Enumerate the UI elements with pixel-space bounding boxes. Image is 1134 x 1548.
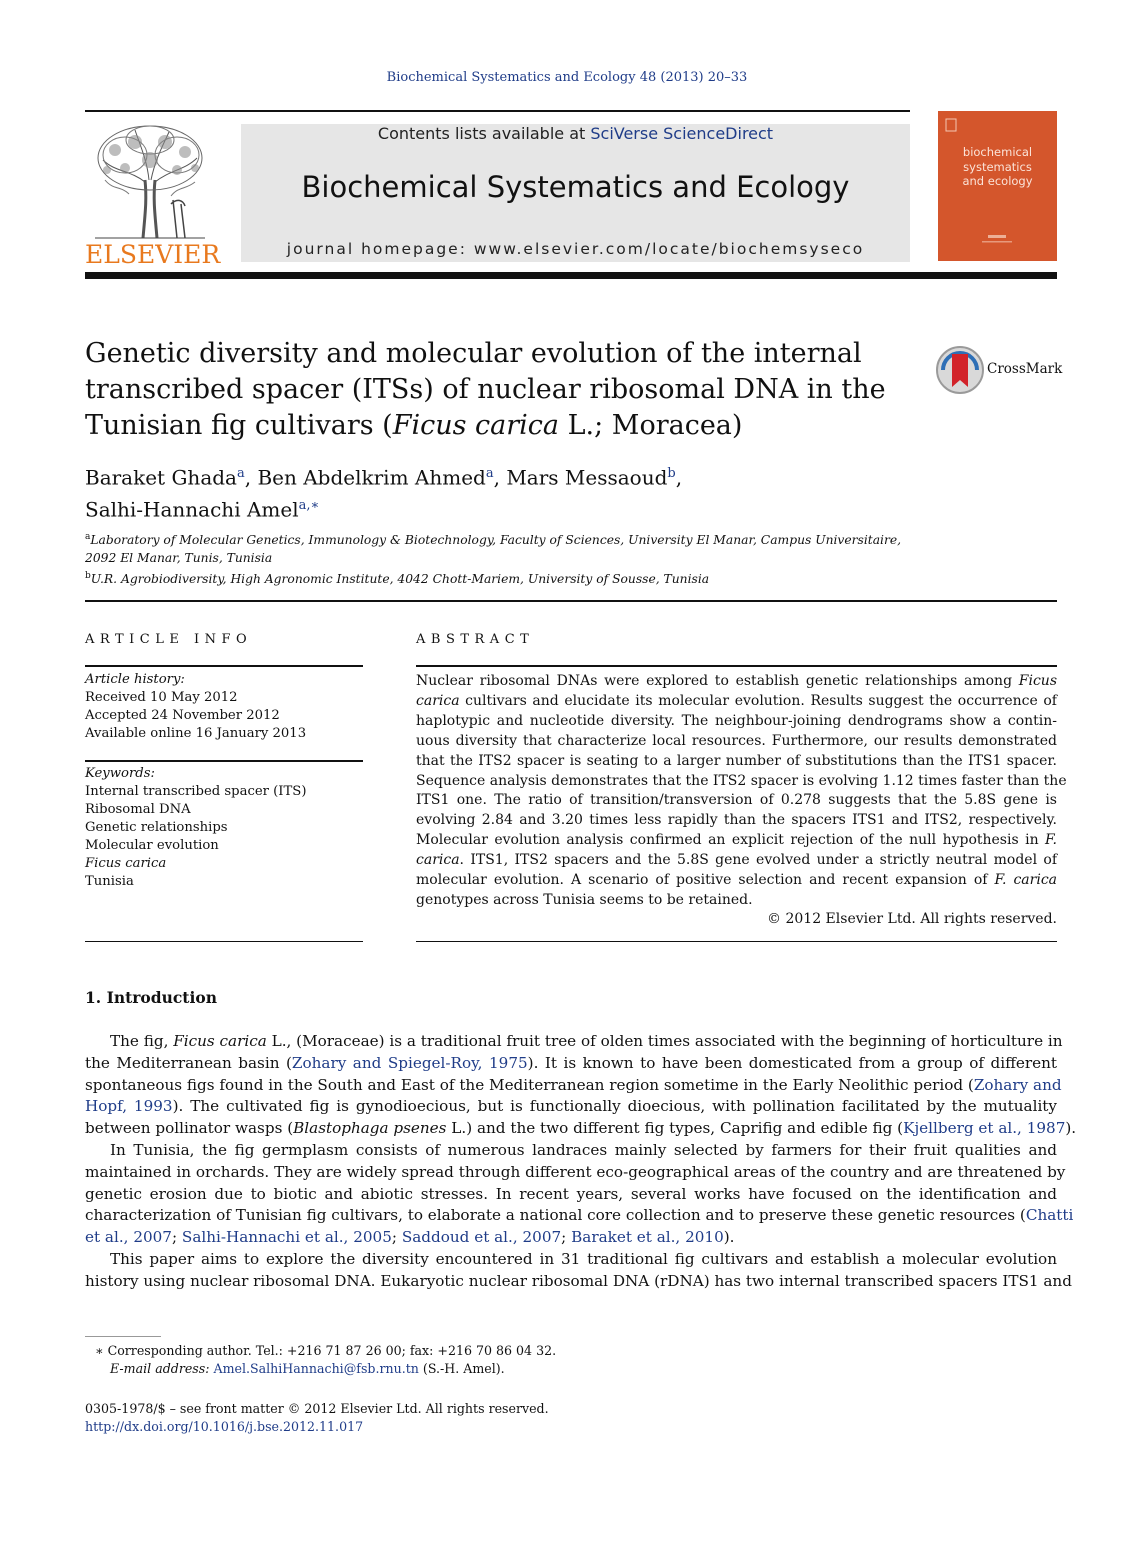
title-text: L.; Moracea) [559, 410, 743, 441]
keywords-label: Keywords: [85, 766, 155, 781]
title-species: Ficus carica [392, 410, 560, 441]
abstract-text: cultivars and elucidate its molecular evolution. Results suggest the occurrence of [459, 692, 1057, 709]
online-date: Available online 16 January 2013 [85, 726, 307, 741]
author[interactable]: Baraket Ghada [85, 465, 237, 490]
abstract-species: carica [416, 852, 460, 869]
author[interactable]: Salhi-Hannachi Amel [85, 497, 299, 522]
intro-species: Ficus carica [173, 1032, 267, 1050]
abstract-line: haplotypic and nucleotide diversity. The neighbour-joining dendrograms show a contin- [416, 712, 1057, 729]
intro-line: maintained in orchards. They are widely spread through different eco-geographical areas of the country and are threatened by [85, 1162, 1066, 1181]
sciencedirect-link[interactable]: SciVerse ScienceDirect [590, 124, 774, 143]
author-affil-sup[interactable]: a [236, 466, 245, 481]
abstract-line [416, 871, 1057, 891]
journal-cover[interactable] [938, 111, 1057, 261]
article-history [85, 671, 363, 743]
intro-line: In Tunisia, the fig germplasm consists of numerous landraces mainly selected by farmers for their fruit qualities and [110, 1140, 1057, 1159]
cover-title-line: systematics [963, 159, 1032, 174]
citation-link[interactable]: Saddoud et al., 2007 [401, 1228, 562, 1247]
affiliation-b [85, 567, 985, 588]
abstract-copyright: © 2012 Elsevier Ltd. All rights reserved. [767, 911, 1057, 927]
affiliations [85, 528, 985, 588]
citation-link[interactable]: Baraket et al., 2010 [571, 1228, 724, 1247]
keyword: Tunisia [85, 874, 134, 889]
intro-line [85, 1053, 1057, 1075]
affil-text: Laboratory of Molecular Genetics, Immunology & Biotechnology, Faculty of Sciences, University El Manar, Campus Universitaire, [90, 533, 902, 548]
citation-link[interactable]: Chatti [1025, 1206, 1074, 1225]
journal-reference-link[interactable]: Biochemical Systematics and Ecology 48 (2013) 20–33 [386, 70, 748, 85]
abstract-text: . ITS1, ITS2 spacers and the 5.8S gene evolved under a strictly neutral model of [459, 852, 1057, 869]
citation-link[interactable]: Salhi-Hannachi et al., 2005 [181, 1228, 392, 1247]
info-rule [85, 760, 363, 762]
abstract-line: Sequence analysis demonstrates that the ITS2 spacer is evolving 1.12 times faster than the [416, 772, 1067, 789]
corresponding-star[interactable]: ∗ [310, 497, 320, 513]
abstract-text: Nuclear ribosomal DNAs were explored to establish genetic relationships among [416, 673, 1019, 689]
abstract-species: F. [1045, 832, 1057, 849]
citation-link[interactable]: Zohary and Spiegel-Roy, 1975 [291, 1053, 528, 1072]
abstract-rule [416, 941, 1057, 942]
citation-link[interactable]: Kjellberg et al., 1987 [903, 1119, 1066, 1138]
author-sep: , [493, 465, 507, 490]
journal-homepage[interactable]: journal homepage: www.elsevier.com/locate/biochemsyseco [286, 240, 865, 258]
citation-link[interactable]: Zohary and [973, 1075, 1062, 1094]
footnote-text: (S.-H. Amel). [418, 1361, 505, 1376]
footnote-text: Corresponding author. Tel.: +216 71 87 26 00; fax: +216 70 86 04 32. [103, 1343, 557, 1358]
author-affil-sup[interactable]: a [485, 466, 494, 481]
intro-text: spontaneous figs found in the South and East of the Mediterranean region sometime in the Early Neolithic period ( [85, 1075, 974, 1094]
abstract-line: ITS1 one. The ratio of transition/transversion of 0.278 suggests that the 5.8S gene is [416, 792, 1057, 809]
affiliation-a [85, 528, 985, 549]
abstract-body [416, 672, 1067, 911]
accepted-date: Accepted 24 November 2012 [85, 708, 280, 723]
title-line [85, 408, 905, 444]
abstract-heading: ABSTRACT [416, 632, 535, 647]
article-title [85, 336, 905, 444]
author[interactable]: Mars Messaoud [506, 465, 668, 490]
header-thick-rule [85, 272, 1057, 279]
intro-line [85, 1075, 1062, 1097]
affil-text: 2092 El Manar, Tunis, Tunisia [85, 551, 273, 566]
journal-banner [241, 124, 910, 262]
cover-title-line: and ecology [962, 174, 1033, 188]
abstract-text: molecular evolution. A scenario of positive selection and recent expansion of [416, 872, 995, 889]
info-rule [85, 665, 363, 667]
abstract-line: genotypes across Tunisia seems to be retained. [416, 891, 753, 908]
section-rule [85, 600, 1057, 602]
author-affil-letter: a, [298, 497, 311, 513]
contents-line [241, 124, 910, 143]
contents-prefix: Contents lists available at [377, 124, 591, 143]
intro-line: et al., 2007; Salhi-Hannachi et al., 2005; Saddoud et al., 2007; Baraket et al., 2010). [85, 1228, 735, 1247]
intro-text: ). [1065, 1119, 1077, 1138]
intro-text: ). The cultivated fig is gynodioecious, but is functionally dioecious, with pollination facilitated by the mutuality [172, 1097, 1057, 1116]
introduction-heading: 1. Introduction [85, 988, 217, 1007]
abstract-line: that the ITS2 spacer is seating to a larger number of substitutions than the ITS1 spacer. [416, 752, 1057, 769]
cover-title [938, 145, 1057, 189]
author[interactable]: Ben Abdelkrim Ahmed [257, 465, 486, 490]
intro-species: Blastophaga psenes [293, 1119, 447, 1138]
crossmark-badge[interactable] [935, 345, 1063, 397]
journal-title: Biochemical Systematics and Ecology [301, 170, 850, 204]
abstract-text: Molecular evolution analysis confirmed an explicit rejection of the null hypothesis in [416, 832, 1046, 849]
intro-text: The fig, [110, 1032, 174, 1050]
issn-block [85, 1400, 985, 1436]
footnote-line [95, 1360, 995, 1378]
title-text: Tunisian fig cultivars ( [85, 410, 393, 441]
author-affil-sup[interactable]: b [667, 466, 676, 481]
footnote-line [95, 1342, 995, 1360]
intro-line: genetic erosion due to biotic and abiotic stresses. In recent years, several works have focused on the identification and [85, 1184, 1057, 1203]
intro-text: ). [723, 1228, 735, 1247]
intro-text: the Mediterranean basin ( [85, 1053, 292, 1072]
affil-text: U.R. Agrobiodiversity, High Agronomic Institute, 4042 Chott-Mariem, University of Sousse, Tunisia [90, 572, 710, 587]
intro-line: This paper aims to explore the diversity encountered in 31 traditional fig cultivars and establish a molecular evolution [110, 1249, 1057, 1268]
introduction-body [85, 1031, 1077, 1293]
citation-link[interactable]: et al., 2007 [85, 1228, 172, 1247]
header-rule [85, 110, 910, 112]
intro-line [85, 1205, 1074, 1227]
history-label: Article history: [85, 672, 185, 687]
issn-line: 0305-1978/$ – see front matter © 2012 Elsevier Ltd. All rights reserved. [85, 1401, 549, 1416]
citation-link[interactable]: Hopf, 1993 [85, 1097, 173, 1116]
keyword: Ribosomal DNA [85, 802, 191, 817]
keyword: Molecular evolution [85, 838, 219, 853]
keyword: Ficus carica [85, 856, 167, 871]
intro-text: L.) and the two different fig types, Caprifig and edible fig ( [446, 1119, 904, 1138]
info-rule [85, 941, 363, 942]
abstract-line [416, 831, 1057, 851]
abstract-line [416, 692, 1057, 712]
elsevier-logo[interactable] [85, 120, 221, 269]
title-line: transcribed spacer (ITSs) of nuclear ribosomal DNA in the [85, 374, 886, 405]
intro-text: L., (Moraceae) is a traditional fruit tree of olden times associated with the beginning of horticulture in [266, 1032, 1063, 1050]
authors [85, 460, 945, 523]
keywords [85, 765, 363, 891]
intro-line: history using nuclear ribosomal DNA. Eukaryotic nuclear ribosomal DNA (rDNA) has two internal transcribed spacers ITS1 and [85, 1271, 1072, 1290]
abstract-line [416, 851, 1057, 871]
abstract-line: evolving 2.84 and 3.20 times less rapidly than the spacers ITS1 and ITS2, respectively. [416, 812, 1057, 829]
elsevier-wordmark: ELSEVIER [85, 240, 221, 269]
cover-footer-icon [938, 229, 1057, 249]
doi-link[interactable]: http://dx.doi.org/10.1016/j.bse.2012.11.017 [85, 1419, 364, 1434]
corresponding-footnote [95, 1342, 995, 1378]
abstract-rule [416, 665, 1057, 667]
article-info-heading: ARTICLE INFO [85, 632, 253, 647]
abstract-line: uous diversity that characterize local resources. Furthermore, our results demonstrated [416, 732, 1057, 749]
author-sep: , [244, 465, 258, 490]
author-affil-sup[interactable] [299, 498, 320, 513]
keyword: Genetic relationships [85, 820, 228, 835]
abstract-species: carica [416, 692, 460, 709]
cover-title-line: biochemical [962, 145, 1033, 159]
title-line: Genetic diversity and molecular evolution of the internal [85, 338, 862, 369]
intro-line [85, 1031, 1063, 1053]
email-label: E-mail address: [110, 1361, 214, 1376]
affil-sup: b [85, 571, 91, 582]
footnote-star: ∗ [95, 1343, 104, 1358]
crossmark-icon [935, 345, 985, 395]
author-sep: , [675, 465, 683, 490]
received-date: Received 10 May 2012 [85, 690, 238, 705]
intro-text: ). It is known to have been domesticated from a group of different [527, 1053, 1057, 1072]
abstract-species: Ficus [1018, 673, 1057, 689]
intro-line [85, 1118, 1077, 1140]
crossmark-label: CrossMark [987, 361, 1063, 377]
keyword: Internal transcribed spacer (ITS) [85, 784, 307, 799]
elsevier-tree-icon [85, 120, 215, 240]
abstract-line [416, 672, 1057, 692]
email-link[interactable]: Amel.SalhiHannachi@fsb.rnu.tn [213, 1361, 419, 1376]
elsevier-small-logo-icon [938, 117, 1057, 141]
footnote-rule [85, 1336, 161, 1337]
intro-text: between pollinator wasps ( [85, 1119, 294, 1138]
intro-text: characterization of Tunisian fig cultivars, to elaborate a national core collection and to preserve these genetic resources ( [85, 1206, 1026, 1225]
intro-line [85, 1096, 1057, 1118]
affil-sup: a [85, 532, 91, 542]
abstract-species: F. carica [994, 872, 1058, 889]
